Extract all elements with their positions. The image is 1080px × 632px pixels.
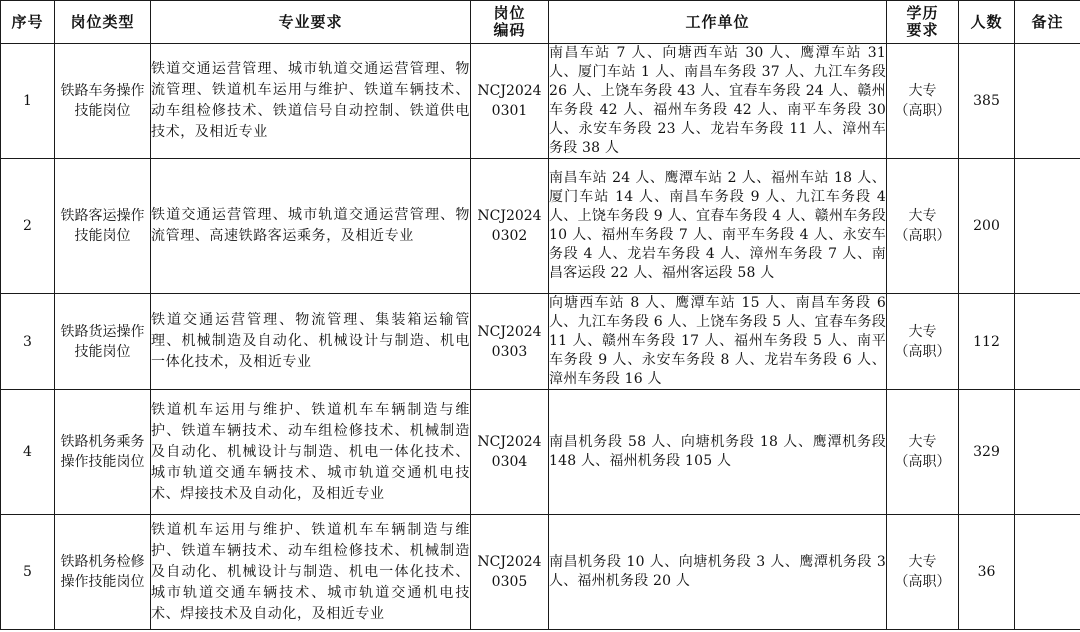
cell-position-type: 铁路车务操作技能岗位: [55, 44, 151, 159]
cell-work-unit: 南昌机务段 10 人、向塘机务段 3 人、鹰潭机务段 3 人、福州机务段 20 人: [549, 515, 887, 630]
cell-position-code: NCJ2024 0303: [471, 294, 549, 390]
table-row: [1, 44, 1080, 159]
cell-note: [1015, 44, 1080, 159]
cell-note: [1015, 515, 1080, 630]
table-row: [1, 515, 1080, 630]
cell-education: 大专 （高职）: [887, 159, 959, 294]
cell-headcount: 385: [959, 44, 1015, 159]
header-note: 备注: [1015, 1, 1080, 44]
cell-education: 大专 （高职）: [887, 390, 959, 515]
cell-work-unit: 南昌机务段 58 人、向塘机务段 18 人、鹰潭机务段 148 人、福州机务段 105 人: [549, 390, 887, 515]
cell-position-code: NCJ2024 0301: [471, 44, 549, 159]
cell-position-type: 铁路货运操作技能岗位: [55, 294, 151, 390]
cell-position-code: NCJ2024 0304: [471, 390, 549, 515]
cell-education: 大专 （高职）: [887, 294, 959, 390]
cell-note: [1015, 390, 1080, 515]
header-edu: 学历 要求: [887, 1, 959, 44]
cell-position-type: 铁路机务检修操作技能岗位: [55, 515, 151, 630]
cell-work-unit: 南昌车站 24 人、鹰潭车站 2 人、福州车站 18 人、厦门车站 14 人、南昌车务段 9 人、九江车务段 4 人、上饶车务段 9 人、宜春车务段 4 人、赣州车务段 10 人、福州车务段 7 人、南平车务段 4 人、永安车务段 4 人、龙岩车务段 4 人、漳州车务段 7 人、南昌客运段 22 人、福州客运段 58 人: [549, 159, 887, 294]
cell-no: 2: [1, 159, 55, 294]
cell-work-unit: 南昌车站 7 人、向塘西车站 30 人、鹰潭车站 31 人、厦门车站 1 人、南昌车务段 37 人、九江车务段 26 人、上饶车务段 43 人、宜春车务段 24 人、赣州车务段 42 人、福州车务段 42 人、南平车务段 30 人、永安车务段 23 人、龙岩车务段 11 人、漳州车务段 38 人: [549, 44, 887, 159]
cell-major-requirement: 铁道交通运营管理、城市轨道交通运营管理、物流管理、高速铁路客运乘务，及相近专业: [151, 159, 471, 294]
cell-major-requirement: 铁道交通运营管理、物流管理、集装箱运输管理、机械制造及自动化、机械设计与制造、机电一体化技术，及相近专业: [151, 294, 471, 390]
cell-education: 大专 （高职）: [887, 515, 959, 630]
header-no: 序号: [1, 1, 55, 44]
header-major: 专业要求: [151, 1, 471, 44]
header-type: 岗位类型: [55, 1, 151, 44]
header-count: 人数: [959, 1, 1015, 44]
cell-note: [1015, 294, 1080, 390]
cell-major-requirement: 铁道机车运用与维护、铁道机车车辆制造与维护、铁道车辆技术、动车组检修技术、机械制造及自动化、机械设计与制造、机电一体化技术、城市轨道交通车辆技术、城市轨道交通机电技术、焊接技术及自动化，及相近专业: [151, 515, 471, 630]
cell-position-code: NCJ2024 0302: [471, 159, 549, 294]
cell-major-requirement: 铁道机车运用与维护、铁道机车车辆制造与维护、铁道车辆技术、动车组检修技术、机械制造及自动化、机械设计与制造、机电一体化技术、城市轨道交通车辆技术、城市轨道交通机电技术、焊接技术及自动化，及相近专业: [151, 390, 471, 515]
cell-headcount: 200: [959, 159, 1015, 294]
cell-headcount: 329: [959, 390, 1015, 515]
cell-position-type: 铁路客运操作技能岗位: [55, 159, 151, 294]
header-code: 岗位 编码: [471, 1, 549, 44]
cell-work-unit: 向塘西车站 8 人、鹰潭车站 15 人、南昌车务段 6 人、九江车务段 6 人、上饶车务段 5 人、宜春车务段 11 人、赣州车务段 17 人、福州车务段 5 人、南平车务段 9 人、永安车务段 8 人、龙岩车务段 6 人、漳州车务段 16 人: [549, 294, 887, 390]
cell-education: 大专 （高职）: [887, 44, 959, 159]
cell-position-code: NCJ2024 0305: [471, 515, 549, 630]
header-unit: 工作单位: [549, 1, 887, 44]
table-row: [1, 390, 1080, 515]
cell-position-type: 铁路机务乘务操作技能岗位: [55, 390, 151, 515]
cell-headcount: 112: [959, 294, 1015, 390]
header-row: [1, 1, 1080, 44]
cell-note: [1015, 159, 1080, 294]
cell-no: 1: [1, 44, 55, 159]
table-row: [1, 294, 1080, 390]
cell-headcount: 36: [959, 515, 1015, 630]
table-row: [1, 159, 1080, 294]
cell-no: 3: [1, 294, 55, 390]
cell-major-requirement: 铁道交通运营管理、城市轨道交通运营管理、物流管理、铁道机车运用与维护、铁道车辆技术、动车组检修技术、铁道信号自动控制、铁道供电技术，及相近专业: [151, 44, 471, 159]
cell-no: 4: [1, 390, 55, 515]
cell-no: 5: [1, 515, 55, 630]
